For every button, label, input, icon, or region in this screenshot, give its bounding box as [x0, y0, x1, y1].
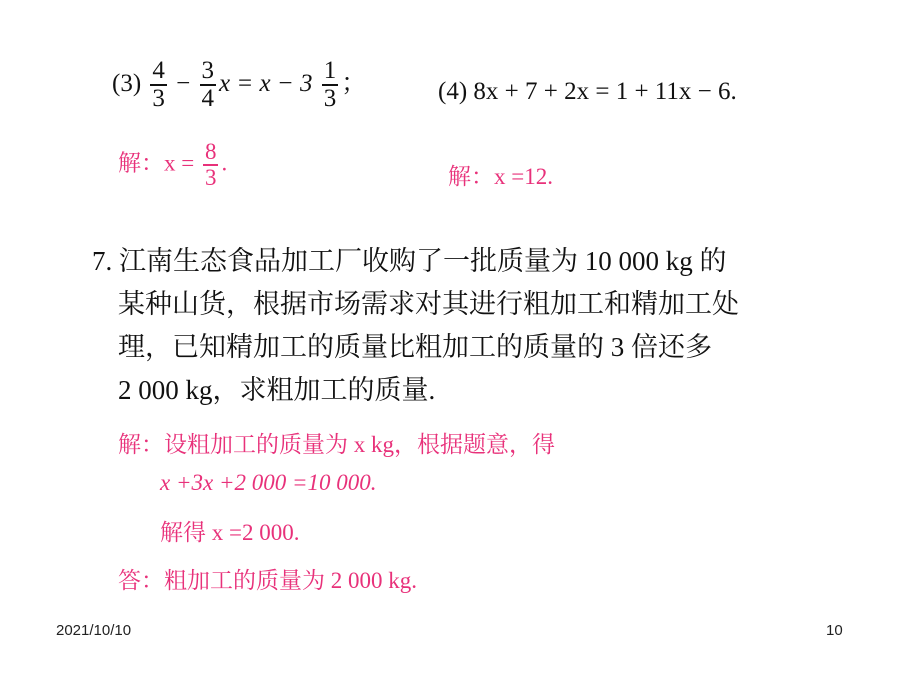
answer-7-equation: x +3x +2 000 =10 000. — [160, 470, 377, 495]
answer-7-conclusion: 答：粗加工的质量为 2 000 kg. — [118, 568, 417, 593]
solution-4: 解：x =12. — [448, 164, 553, 189]
answer-7-line-1: 解：设粗加工的质量为 x kg，根据题意，得 — [118, 432, 555, 457]
problem-4 — [438, 78, 737, 106]
question-7-line-3: 理，已知精加工的质量比粗加工的质量的 3 倍还多 — [118, 332, 712, 362]
fraction-8-over-3: $\frac{8}{3}$ — [204, 139, 217, 191]
fraction-3-over-4: $\frac{3}{4}$ — [201, 57, 215, 113]
footer-date: 2021/10/10 — [56, 622, 132, 639]
fraction-4-over-3: $\frac{4}{3}$ — [152, 57, 165, 113]
question-7-line-2: 某种山货，根据市场需求对其进行粗加工和精加工处 — [118, 289, 739, 319]
problem-3-middle: x = x − 3 — [219, 69, 313, 97]
separator: ； — [341, 69, 367, 97]
problem-3-label: (3) — [112, 69, 142, 97]
page-number: 10 — [826, 622, 843, 639]
solution-3 — [118, 140, 227, 190]
question-7-line-1: 7. 江南生态食品加工厂收购了一批质量为 10 000 kg 的 — [92, 246, 727, 276]
answer-7-result: 解得 x =2 000. — [160, 520, 300, 545]
minus-sign: − — [176, 69, 191, 97]
problem-4-label: (4) — [438, 78, 468, 105]
question-7-line-4: 2 000 kg，求粗加工的质量. — [118, 375, 436, 405]
fraction-1-over-3: $\frac{1}{3}$ — [323, 57, 337, 113]
solution-3-prefix: 解：x = — [118, 150, 195, 176]
problem-3 — [112, 58, 366, 113]
problem-4-expression: 8x + 7 + 2x = 1 + 11x − 6. — [473, 78, 737, 105]
solution-3-suffix: . — [221, 150, 228, 176]
